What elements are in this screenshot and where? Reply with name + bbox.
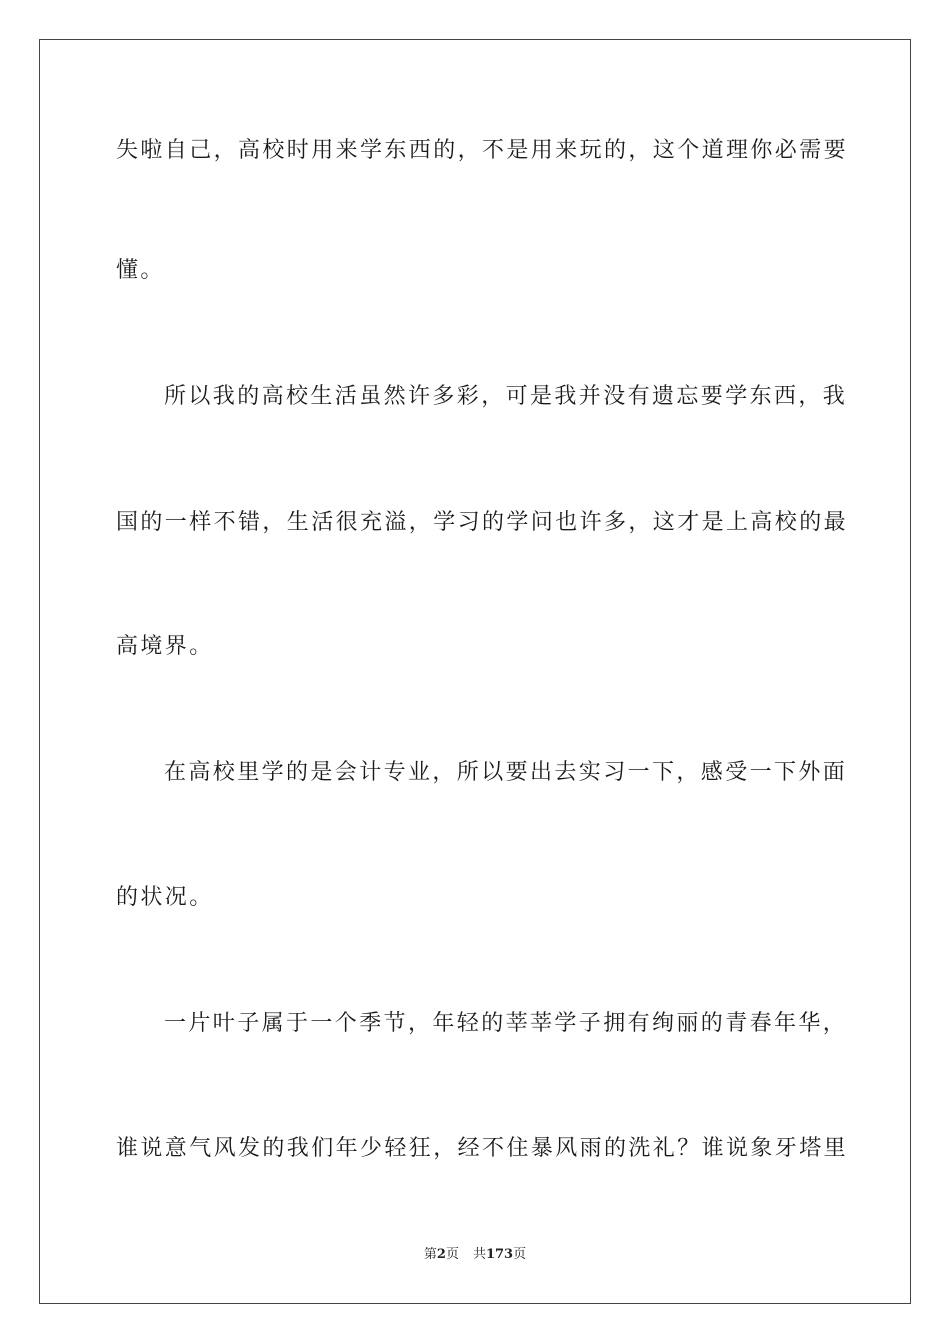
current-page-number: 2: [436, 1247, 446, 1262]
text-line-6: 在高校里学的是会计专业，所以要出去实习一下，感受一下外面: [164, 760, 848, 785]
text-line-9: 谁说意气风发的我们年少轻狂，经不住暴风雨的洗礼？谁说象牙塔里: [116, 1136, 849, 1161]
text-line-2: 懂。: [116, 258, 165, 283]
text-line-5: 高境界。: [116, 634, 214, 659]
total-page-count: 173: [485, 1247, 514, 1262]
text-line-3: 所以我的高校生活虽然许多彩，可是我并没有遗忘要学东西，我: [164, 384, 848, 409]
text-line-1: 失啦自己，高校时用来学东西的，不是用来玩的，这个道理你必需要: [116, 138, 849, 163]
total-prefix: 共: [472, 1247, 486, 1262]
page-border: [39, 39, 911, 1304]
page-prefix: 第: [423, 1247, 437, 1262]
page-footer: [0, 1245, 950, 1265]
total-suffix: 页: [513, 1247, 527, 1262]
page-suffix: 页: [445, 1247, 459, 1262]
text-line-8: 一片叶子属于一个季节，年轻的莘莘学子拥有绚丽的青春年华，: [164, 1011, 848, 1036]
text-line-7: 的状况。: [116, 885, 214, 910]
text-line-4: 国的一样不错，生活很充溢，学习的学问也许多，这才是上高校的最: [116, 510, 849, 535]
